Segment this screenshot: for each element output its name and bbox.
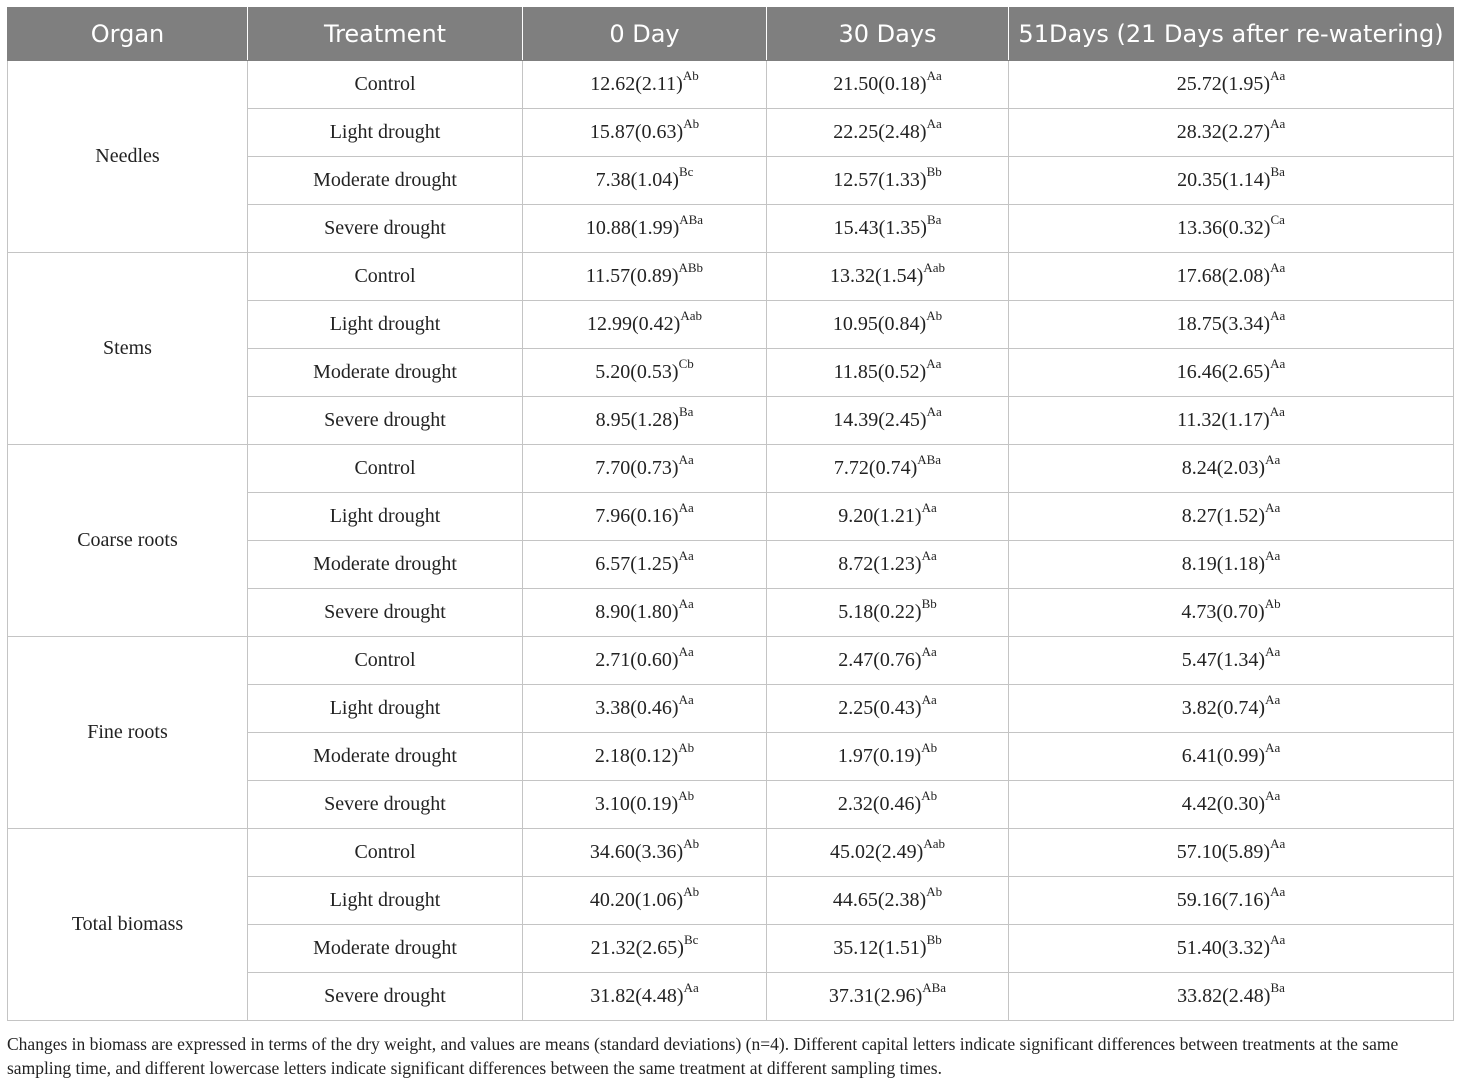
organ-cell: Coarse roots	[8, 445, 248, 637]
treatment-cell: Severe drought	[248, 397, 523, 445]
value-cell	[767, 253, 1009, 301]
significance-letters: Ab	[926, 884, 943, 900]
significance-letters: Aa	[926, 68, 942, 84]
value-cell	[767, 301, 1009, 349]
organ-cell: Stems	[8, 253, 248, 445]
value-cell	[1009, 973, 1454, 1021]
mean-sd-value: 51.40(3.32)	[1176, 937, 1271, 959]
value-cell	[767, 205, 1009, 253]
organ-cell: Total biomass	[8, 829, 248, 1021]
significance-letters: Aa	[678, 596, 694, 612]
mean-sd-value: 6.41(0.99)	[1181, 745, 1266, 767]
value-cell	[523, 205, 767, 253]
mean-sd-value: 18.75(3.34)	[1176, 313, 1271, 335]
treatment-cell: Control	[248, 253, 523, 301]
significance-letters: Aab	[680, 308, 702, 324]
significance-letters: Aa	[1265, 740, 1281, 756]
value-cell	[1009, 637, 1454, 685]
significance-letters: Bb	[926, 164, 942, 180]
value-cell	[767, 349, 1009, 397]
table-body	[8, 61, 1454, 1021]
mean-sd-value: 21.32(2.65)	[590, 937, 684, 959]
significance-letters: Aa	[1265, 548, 1281, 564]
header-day-51: 51Days (21 Days after re-watering)	[1009, 8, 1454, 61]
treatment-cell: Light drought	[248, 109, 523, 157]
significance-letters: Aa	[926, 356, 942, 372]
header-day-0: 0 Day	[523, 8, 767, 61]
significance-letters: Aa	[678, 452, 694, 468]
value-cell	[523, 445, 767, 493]
mean-sd-value: 44.65(2.38)	[832, 889, 927, 911]
significance-letters: Aa	[921, 548, 937, 564]
value-cell	[1009, 589, 1454, 637]
significance-letters: Cb	[678, 356, 694, 372]
significance-letters: Aa	[926, 404, 942, 420]
mean-sd-value: 8.27(1.52)	[1181, 505, 1266, 527]
treatment-cell: Severe drought	[248, 973, 523, 1021]
mean-sd-value: 11.85(0.52)	[833, 361, 927, 383]
significance-letters: Ab	[682, 68, 699, 84]
treatment-cell: Moderate drought	[248, 349, 523, 397]
significance-letters: Aa	[1270, 356, 1286, 372]
mean-sd-value: 2.32(0.46)	[837, 793, 922, 815]
significance-letters: ABa	[922, 980, 947, 996]
value-cell	[767, 685, 1009, 733]
mean-sd-value: 12.99(0.42)	[587, 313, 681, 335]
significance-letters: Aa	[1270, 884, 1286, 900]
value-cell	[767, 829, 1009, 877]
value-cell	[523, 589, 767, 637]
value-cell	[1009, 397, 1454, 445]
significance-letters: Ab	[683, 884, 700, 900]
significance-letters: Ba	[678, 404, 694, 420]
treatment-cell: Moderate drought	[248, 157, 523, 205]
significance-letters: Aa	[1270, 68, 1286, 84]
value-cell	[767, 397, 1009, 445]
mean-sd-value: 13.32(1.54)	[830, 265, 924, 287]
value-cell	[1009, 877, 1454, 925]
value-cell	[523, 877, 767, 925]
mean-sd-value: 1.97(0.19)	[837, 745, 922, 767]
mean-sd-value: 4.73(0.70)	[1181, 601, 1265, 623]
table-row	[8, 253, 1454, 301]
significance-letters: Aa	[1270, 116, 1286, 132]
significance-letters: Ab	[683, 836, 700, 852]
treatment-cell: Light drought	[248, 493, 523, 541]
significance-letters: Aa	[926, 116, 942, 132]
value-cell	[523, 397, 767, 445]
significance-letters: Ab	[926, 308, 943, 324]
value-cell	[767, 61, 1009, 109]
significance-letters: Ba	[1270, 164, 1285, 180]
significance-letters: Aa	[921, 692, 937, 708]
value-cell	[1009, 253, 1454, 301]
header-row	[8, 8, 1454, 61]
mean-sd-value: 11.32(1.17)	[1177, 409, 1270, 431]
treatment-cell: Control	[248, 829, 523, 877]
mean-sd-value: 12.62(2.11)	[590, 73, 683, 95]
value-cell	[1009, 109, 1454, 157]
value-cell	[523, 925, 767, 973]
value-cell	[767, 877, 1009, 925]
treatment-cell: Moderate drought	[248, 541, 523, 589]
significance-letters: Aa	[921, 500, 937, 516]
value-cell	[767, 109, 1009, 157]
value-cell	[767, 925, 1009, 973]
mean-sd-value: 7.72(0.74)	[833, 457, 918, 479]
value-cell	[523, 349, 767, 397]
mean-sd-value: 11.57(0.89)	[585, 265, 679, 287]
mean-sd-value: 6.57(1.25)	[595, 553, 679, 575]
value-cell	[1009, 685, 1454, 733]
treatment-cell: Light drought	[248, 685, 523, 733]
mean-sd-value: 2.25(0.43)	[838, 697, 922, 719]
significance-letters: Aa	[678, 692, 694, 708]
mean-sd-value: 12.57(1.33)	[833, 169, 927, 191]
mean-sd-value: 8.72(1.23)	[838, 553, 922, 575]
mean-sd-value: 28.32(2.27)	[1176, 121, 1271, 143]
value-cell	[523, 781, 767, 829]
significance-letters: Aa	[1269, 404, 1285, 420]
table-row	[8, 61, 1454, 109]
value-cell	[1009, 733, 1454, 781]
value-cell	[523, 685, 767, 733]
mean-sd-value: 5.20(0.53)	[595, 361, 679, 383]
mean-sd-value: 2.47(0.76)	[838, 649, 922, 671]
significance-letters: Ab	[921, 740, 938, 756]
mean-sd-value: 10.88(1.99)	[585, 217, 680, 239]
organ-cell: Needles	[8, 61, 248, 253]
mean-sd-value: 3.38(0.46)	[595, 697, 679, 719]
treatment-cell: Severe drought	[248, 589, 523, 637]
significance-letters: Ab	[1264, 596, 1281, 612]
treatment-cell: Light drought	[248, 301, 523, 349]
significance-letters: Aa	[678, 500, 694, 516]
mean-sd-value: 7.70(0.73)	[595, 457, 679, 479]
significance-letters: Aa	[678, 548, 694, 564]
value-cell	[523, 109, 767, 157]
significance-letters: Aab	[923, 260, 945, 276]
table-row	[8, 637, 1454, 685]
mean-sd-value: 15.87(0.63)	[589, 121, 684, 143]
mean-sd-value: 3.82(0.74)	[1181, 697, 1266, 719]
significance-letters: Ab	[683, 116, 700, 132]
mean-sd-value: 59.16(7.16)	[1176, 889, 1271, 911]
significance-letters: Aa	[678, 644, 694, 660]
value-cell	[1009, 205, 1454, 253]
significance-letters: Aab	[923, 836, 945, 852]
table-footnote: Changes in biomass are expressed in terms of the dry weight, and values are means (standard deviations) (n=4). Different capital letters indicate significant differences between treatments at the same sampling time, and different lowercase letters indicate significant differences between the same treatment at different sampling times.	[7, 1034, 1399, 1078]
mean-sd-value: 25.72(1.95)	[1176, 73, 1271, 95]
mean-sd-value: 7.96(0.16)	[595, 505, 679, 527]
significance-letters: Aa	[1270, 308, 1286, 324]
value-cell	[1009, 301, 1454, 349]
value-cell	[767, 541, 1009, 589]
treatment-cell: Moderate drought	[248, 733, 523, 781]
significance-letters: Bb	[921, 596, 937, 612]
mean-sd-value: 13.36(0.32)	[1177, 217, 1271, 239]
value-cell	[767, 733, 1009, 781]
treatment-cell: Control	[248, 61, 523, 109]
significance-letters: Ba	[926, 212, 942, 228]
mean-sd-value: 15.43(1.35)	[833, 217, 927, 239]
significance-letters: Ca	[1270, 212, 1285, 228]
value-cell	[523, 733, 767, 781]
significance-letters: Aa	[1270, 836, 1286, 852]
mean-sd-value: 2.18(0.12)	[594, 745, 679, 767]
significance-letters: Bb	[926, 932, 942, 948]
value-cell	[767, 637, 1009, 685]
mean-sd-value: 45.02(2.49)	[830, 841, 924, 863]
significance-letters: Ab	[921, 788, 938, 804]
significance-letters: Bc	[678, 164, 694, 180]
mean-sd-value: 16.46(2.65)	[1176, 361, 1271, 383]
mean-sd-value: 57.10(5.89)	[1176, 841, 1271, 863]
value-cell	[1009, 349, 1454, 397]
value-cell	[767, 157, 1009, 205]
significance-letters: Ab	[678, 788, 695, 804]
mean-sd-value: 8.90(1.80)	[595, 601, 679, 623]
treatment-cell: Control	[248, 445, 523, 493]
value-cell	[1009, 493, 1454, 541]
header-day-30: 30 Days	[767, 8, 1009, 61]
mean-sd-value: 40.20(1.06)	[589, 889, 684, 911]
mean-sd-value: 7.38(1.04)	[595, 169, 679, 191]
value-cell	[523, 301, 767, 349]
treatment-cell: Severe drought	[248, 205, 523, 253]
value-cell	[523, 829, 767, 877]
value-cell	[1009, 61, 1454, 109]
significance-letters: Aa	[683, 980, 699, 996]
significance-letters: ABa	[679, 212, 704, 228]
significance-letters: Bc	[683, 932, 699, 948]
significance-letters: Aa	[1270, 260, 1286, 276]
value-cell	[523, 973, 767, 1021]
value-cell	[1009, 925, 1454, 973]
value-cell	[767, 589, 1009, 637]
value-cell	[523, 637, 767, 685]
mean-sd-value: 5.47(1.34)	[1181, 649, 1266, 671]
mean-sd-value: 21.50(0.18)	[833, 73, 927, 95]
mean-sd-value: 33.82(2.48)	[1177, 985, 1271, 1007]
mean-sd-value: 20.35(1.14)	[1177, 169, 1271, 191]
mean-sd-value: 22.25(2.48)	[833, 121, 927, 143]
organ-cell: Fine roots	[8, 637, 248, 829]
value-cell	[523, 157, 767, 205]
mean-sd-value: 3.10(0.19)	[594, 793, 679, 815]
mean-sd-value: 31.82(4.48)	[590, 985, 684, 1007]
mean-sd-value: 37.31(2.96)	[828, 985, 923, 1007]
biomass-table	[7, 7, 1454, 1021]
value-cell	[1009, 541, 1454, 589]
significance-letters: ABb	[678, 260, 704, 276]
treatment-cell: Light drought	[248, 877, 523, 925]
header-treatment: Treatment	[248, 8, 523, 61]
table-row	[8, 445, 1454, 493]
table-container	[7, 7, 1453, 1021]
value-cell	[767, 493, 1009, 541]
mean-sd-value: 10.95(0.84)	[832, 313, 927, 335]
mean-sd-value: 8.19(1.18)	[1181, 553, 1266, 575]
mean-sd-value: 2.71(0.60)	[595, 649, 679, 671]
treatment-cell: Moderate drought	[248, 925, 523, 973]
mean-sd-value: 14.39(2.45)	[833, 409, 927, 431]
significance-letters: Aa	[1265, 644, 1281, 660]
value-cell	[767, 445, 1009, 493]
significance-letters: Aa	[1270, 932, 1286, 948]
table-row	[8, 829, 1454, 877]
value-cell	[1009, 781, 1454, 829]
mean-sd-value: 8.24(2.03)	[1181, 457, 1266, 479]
value-cell	[767, 973, 1009, 1021]
value-cell	[523, 61, 767, 109]
value-cell	[523, 541, 767, 589]
treatment-cell: Severe drought	[248, 781, 523, 829]
significance-letters: Ab	[678, 740, 695, 756]
mean-sd-value: 4.42(0.30)	[1181, 793, 1266, 815]
value-cell	[523, 493, 767, 541]
mean-sd-value: 35.12(1.51)	[833, 937, 927, 959]
significance-letters: Aa	[1265, 452, 1281, 468]
value-cell	[1009, 829, 1454, 877]
value-cell	[767, 781, 1009, 829]
mean-sd-value: 34.60(3.36)	[589, 841, 684, 863]
significance-letters: Aa	[1265, 692, 1281, 708]
significance-letters: Ba	[1270, 980, 1285, 996]
value-cell	[1009, 445, 1454, 493]
significance-letters: Aa	[1265, 500, 1281, 516]
mean-sd-value: 9.20(1.21)	[838, 505, 922, 527]
mean-sd-value: 8.95(1.28)	[595, 409, 679, 431]
treatment-cell: Control	[248, 637, 523, 685]
header-organ: Organ	[8, 8, 248, 61]
significance-letters: Aa	[921, 644, 937, 660]
significance-letters: ABa	[917, 452, 942, 468]
value-cell	[1009, 157, 1454, 205]
significance-letters: Aa	[1265, 788, 1281, 804]
value-cell	[523, 253, 767, 301]
mean-sd-value: 5.18(0.22)	[838, 601, 922, 623]
mean-sd-value: 17.68(2.08)	[1176, 265, 1271, 287]
